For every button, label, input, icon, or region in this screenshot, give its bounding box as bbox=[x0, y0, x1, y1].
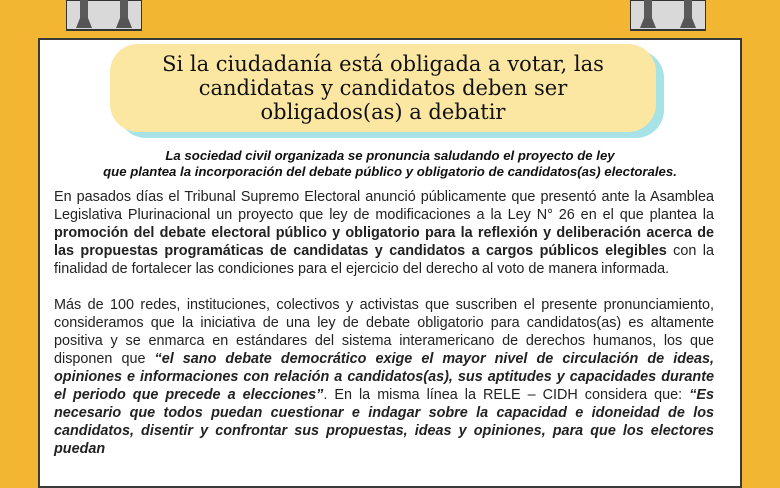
paragraph-1 bbox=[54, 188, 714, 278]
page-title: Si la ciudadanía está obligada a votar, las candidatas y candidatos deben ser obligados(as) a debatir bbox=[162, 52, 604, 124]
paragraph-1-text-a: En pasados días el Tribunal Supremo Electoral anunció públicamente que presentó ante la Asamblea Legislativa Plurinacional un proyecto que ley de modificaciones a la Ley N° 26 en el que plantea la bbox=[54, 189, 714, 223]
subtitle bbox=[56, 148, 724, 180]
paragraph-2-text-a: Más de 100 redes, instituciones, colectivos y activistas que suscriben el presente pronunciamiento, consideramos que la iniciativa de una ley de debate obligatorio para candidatos(as) es altamente positiva y se enmarca en estándares del sistema interamericano de derechos humanos, los que disponen que bbox=[54, 297, 714, 367]
paragraph-1-text-c: con la finalidad de fortalecer las condiciones para el ejercicio del derecho al voto de manera informada. bbox=[54, 243, 714, 277]
paragraph-2-quote-2: “Es necesario que todos puedan cuestionar e indagar sobre la capacidad e idoneidad de los candidatos, disentir y confrontar sus propuestas, ideas y opiniones, para que los electores puedan bbox=[54, 387, 714, 457]
paragraph-2-text-c: . En la misma línea la RELE – CIDH considera que: bbox=[323, 387, 690, 403]
paragraph-2 bbox=[54, 296, 714, 458]
title-banner bbox=[110, 44, 656, 132]
paragraph-2-quote-1: “el sano debate democrático exige el mayor nivel de circulación de ideas, opiniones e informaciones con relación a candidatos(as), sus aptitudes y capacidades durante el periodo que precede a elecciones” bbox=[54, 351, 714, 403]
article-body bbox=[54, 188, 714, 476]
binder-clip-icon bbox=[630, 0, 706, 32]
paragraph-1-bold: promoción del debate electoral público y obligatorio para la reflexión y deliberación acerca de las propuestas programáticas de candidatas y candidatos a cargos públicos elegibles bbox=[54, 225, 714, 259]
subtitle-line-2: que plantea la incorporación del debate público y obligatorio de candidatos(as) electorales. bbox=[103, 164, 677, 179]
subtitle-line-1: La sociedad civil organizada se pronuncia saludando el proyecto de ley bbox=[165, 148, 615, 163]
binder-clip-icon bbox=[66, 0, 142, 32]
